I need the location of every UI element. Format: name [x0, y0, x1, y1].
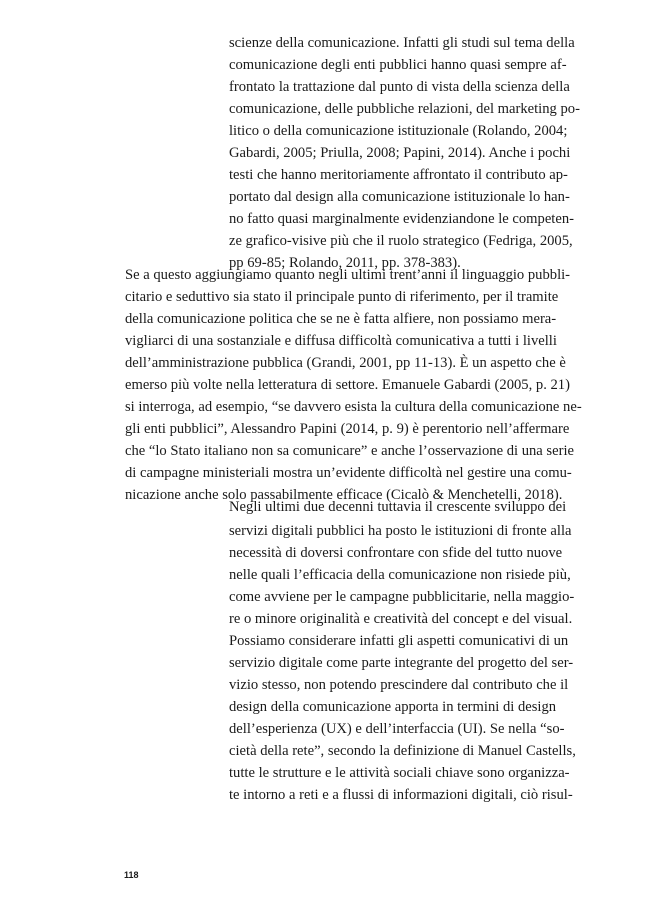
text-line: emerso più volte nella letteratura di settore. Emanuele Gabardi (2005, p. 21) [125, 377, 570, 393]
text-line: te intorno a reti e a flussi di informazioni digitali, ciò risul- [229, 787, 573, 803]
text-line: ze grafico-visive più che il ruolo strategico (Fedriga, 2005, [229, 233, 573, 249]
text-line: pp 69-85; Rolando, 2011, pp. 378-383). [229, 255, 461, 271]
text-line: si interroga, ad esempio, “se davvero esista la cultura della comunicazione ne- [125, 399, 582, 415]
text-line: dell’amministrazione pubblica (Grandi, 2001, pp 11-13). È un aspetto che è [125, 355, 566, 371]
text-line: comunicazione, delle pubbliche relazioni, del marketing po- [229, 101, 580, 117]
text-line: Possiamo considerare infatti gli aspetti comunicativi di un [229, 633, 569, 649]
text-line: della comunicazione politica che se ne è fatta alfiere, non possiamo mera- [125, 311, 557, 327]
page-number: 118 [124, 870, 139, 880]
text-line: Se a questo aggiungiamo quanto negli ultimi trent’anni il linguaggio pubbli- [125, 267, 571, 283]
text-line: vigliarci di una sostanziale e diffusa difficoltà comunicativa a tutti i livelli [125, 333, 557, 349]
text-line: frontato la trattazione dal punto di vista della scienza della [229, 79, 570, 95]
text-line: no fatto quasi marginalmente evidenziandone le competen- [229, 211, 574, 227]
text-line: dell’esperienza (UX) e dell’interfaccia (UI). Se nella “so- [229, 721, 565, 737]
text-line: servizi digitali pubblici ha posto le istituzioni di fronte alla [229, 523, 572, 539]
text-line: cietà della rete”, secondo la definizione di Manuel Castells, [229, 743, 576, 759]
text-line: portato dal design alla comunicazione istituzionale lo han- [229, 189, 570, 205]
text-line: Gabardi, 2005; Priulla, 2008; Papini, 2014). Anche i pochi [229, 145, 571, 161]
text-line: re o minore originalità e creatività del concept e del visual. [229, 611, 573, 627]
text-line: litico o della comunicazione istituzionale (Rolando, 2004; [229, 123, 568, 139]
text-line: comunicazione degli enti pubblici hanno quasi sempre af- [229, 57, 567, 73]
text-line: gli enti pubblici”, Alessandro Papini (2014, p. 9) è perentorio nell’affermare [125, 421, 570, 437]
text-line: servizio digitale come parte integrante del progetto del ser- [229, 655, 574, 671]
text-line: di campagne ministeriali mostra un’evidente difficoltà nel gestire una comu- [125, 465, 572, 481]
text-line: Negli ultimi due decenni tuttavia il crescente sviluppo dei [229, 499, 567, 515]
text-line: nelle quali l’efficacia della comunicazione non risiede più, [229, 567, 571, 583]
text-line: nicazione anche solo passabilmente efficace (Cicalò & Menchetelli, 2018). [125, 487, 563, 503]
text-line: tutte le strutture e le attività sociali chiave sono organizza- [229, 765, 570, 781]
text-line: necessità di doversi confrontare con sfide del tutto nuove [229, 545, 563, 561]
text-line: citario e seduttivo sia stato il principale punto di riferimento, per il tramite [125, 289, 559, 305]
text-line: scienze della comunicazione. Infatti gli studi sul tema della [229, 35, 575, 51]
text-line: come avviene per le campagne pubblicitarie, nella maggio- [229, 589, 575, 605]
text-line: vizio stesso, non potendo prescindere dal contributo che il [229, 677, 569, 693]
text-line: design della comunicazione apporta in termini di design [229, 699, 557, 715]
text-line: che “lo Stato italiano non sa comunicare” e anche l’osservazione di una serie [125, 443, 574, 459]
text-line: testi che hanno meritoriamente affrontato il contributo ap- [229, 167, 568, 183]
